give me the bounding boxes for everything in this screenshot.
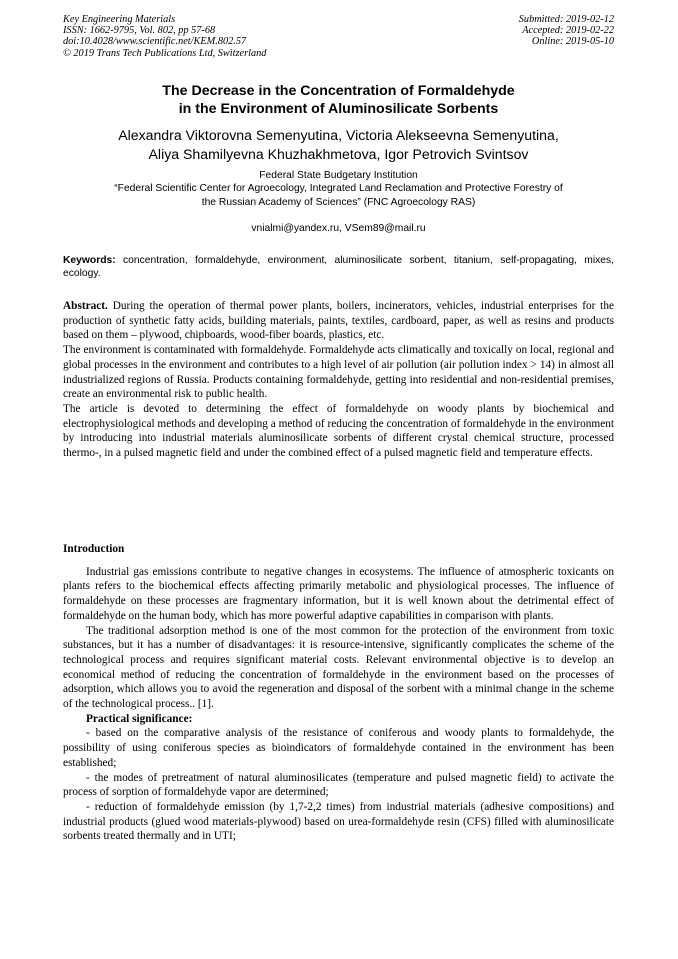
- keywords-label: Keywords:: [63, 255, 116, 266]
- abstract: [63, 299, 614, 461]
- publication-dates: [519, 14, 614, 48]
- doi[interactable]: doi:10.4028/www.scientific.net/KEM.802.57: [63, 36, 247, 48]
- journal-name: Key Engineering Materials: [63, 14, 176, 25]
- issn: ISSN: 1662-9795, Vol. 802, pp 57-68: [63, 25, 216, 37]
- copyright: © 2019 Trans Tech Publications Ltd, Switzerland: [63, 47, 267, 59]
- paper-title: [63, 82, 614, 118]
- introduction-section: [63, 542, 614, 844]
- affiliation-line: the Russian Academy of Sciences” (FNC Agroecology RAS): [201, 196, 476, 208]
- authors-line: Aliya Shamilyevna Khuzhakhmetova, Igor Petrovich Svintsov: [148, 146, 529, 162]
- affiliation: [56, 169, 621, 209]
- intro-paragraph: Industrial gas emissions contribute to negative changes in ecosystems. The influence of atmospheric toxicants on plants refers to the biochemical effects affecting primarily metabolic and physiological processes. The influence of formaldehyde on these processes are fragmentary information, but it is well known about the detrimental effect of formaldehyde on the human body, which has more powerful adaptive capabilities in comparison with plants.: [63, 565, 614, 622]
- significance-item: - based on the comparative analysis of the resistance of coniferous and woody plants to formaldehyde, the possibility of using coniferous species as bioindicators of formaldehyde contained in the environment has been established;: [63, 727, 614, 769]
- intro-paragraph: The traditional adsorption method is one of the most common for the protection of the environment from toxic substances, but it has a number of disadvantages: it is resource-intensive, significantly complicates the scheme of the technological process and requires significant material costs. Relevant environmental objective is to develop an economical method of reducing the concentration of formaldehyde in the environment based on the processes of adsorption, which allows you to avoid the regeneration and disposal of the sorbent with a minimal change in the scheme of the technological process.. [1].: [63, 624, 614, 711]
- journal-info: [63, 14, 266, 59]
- keywords: [63, 254, 614, 281]
- affiliation-line: Federal State Budgetary Institution: [259, 170, 418, 181]
- keywords-text: concentration, formaldehyde, environment, aluminosilicate sorbent, titanium, self-propagating, mixes, ecology.: [63, 255, 614, 280]
- affiliation-line: “Federal Scientific Center for Agroecology, Integrated Land Reclamation and Protective Forestry of: [114, 183, 563, 195]
- author-emails[interactable]: vnialmi@yandex.ru, VSem89@mail.ru: [251, 223, 426, 234]
- abstract-label: Abstract.: [63, 300, 108, 312]
- title-line: The Decrease in the Concentration of Formaldehyde: [162, 83, 515, 99]
- abstract-paragraph: The environment is contaminated with formaldehyde. Formaldehyde acts climatically and toxically on local, regional and global processes in the environment and contributes to a high level of air pollution (air pollution index > 14) in almost all industrialized regions of Russia. Products containing formaldehyde, getting into residential and non-residential premises, create an environmental risk to public health.: [63, 344, 614, 401]
- section-heading: Introduction: [63, 543, 125, 555]
- authors-line: Alexandra Viktorovna Semenyutina, Victoria Alekseevna Semenyutina,: [118, 127, 559, 143]
- practical-significance-heading: Practical significance:: [86, 712, 193, 725]
- abstract-paragraph: During the operation of thermal power plants, boilers, incinerators, vehicles, industrial enterprises for the production of synthetic fatty acids, building materials, paints, textiles, cardboard, paper, as well as resins and products based on them – plywood, chipboards, wood-fiber boards, plastics, etc.: [63, 300, 614, 342]
- significance-item: - the modes of pretreatment of natural aluminosilicates (temperature and pulsed magnetic field) to activate the process of sorption of formaldehyde vapor are determined;: [63, 771, 614, 799]
- authors: [63, 126, 614, 164]
- submitted-date: Submitted: 2019-02-12: [518, 14, 614, 25]
- abstract-paragraph: The article is devoted to determining the effect of formaldehyde on woody plants by biochemical and electrophysiological methods and developing a method of reducing the concentration of formaldehyde in the environment by introducing into industrial materials aluminosilicate sorbents of different crystal chemical structure, processed thermo-, in a pulsed magnetic field and under the combined effect of a pulsed magnetic field and temperature effects.: [63, 402, 614, 460]
- title-line: in the Environment of Aluminosilicate Sorbents: [178, 101, 499, 117]
- online-date: Online: 2019-05-10: [531, 36, 614, 48]
- accepted-date: Accepted: 2019-02-22: [522, 25, 614, 37]
- significance-item: - reduction of formaldehyde emission (by 1,7-2,2 times) from industrial materials (adhesive compositions) and industrial products (glued wood materials-plywood) based on urea-formaldehyde resin (CFS) filled with aluminosilicate sorbents treated thermally and in UTI;: [63, 800, 614, 843]
